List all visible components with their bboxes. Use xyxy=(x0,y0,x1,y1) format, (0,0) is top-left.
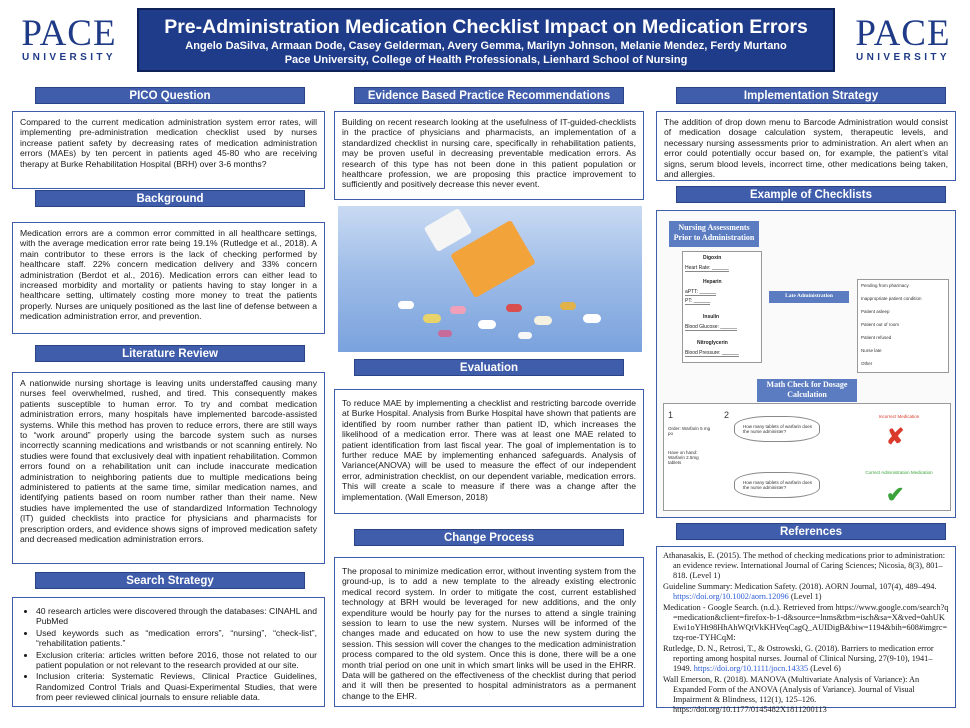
ebp-box xyxy=(334,111,644,200)
checklists-heading: Example of Checklists xyxy=(676,186,946,203)
late-reason: Nurse late xyxy=(861,348,882,353)
blood-glucose-field: Blood Glucose: ______ xyxy=(685,324,737,330)
pill-icon xyxy=(534,316,552,325)
pace-logo-left: PACE UNIVERSITY xyxy=(21,13,117,63)
reference-level: (Level 1) xyxy=(788,592,822,601)
poster-title: Pre-Administration Medication Checklist Impact on Medication Errors xyxy=(164,16,808,38)
panel1-title: Nursing Assessments Prior to Administration xyxy=(669,221,759,247)
pico-heading: PICO Question xyxy=(35,87,305,104)
pill-icon xyxy=(518,332,532,339)
pico-box xyxy=(12,111,325,189)
late-reason: Inappropriate patient condition xyxy=(861,296,922,301)
search-item: • Inclusion criteria: Systematic Reviews, Clinical Practice Guidelines, Randomized Control Trials and Quasi-Experimental Studies, that were from peer reviewed clinical journals to ensure reliable data. xyxy=(36,671,317,702)
evaluation-text: To reduce MAE by implementing a checklist and restricting barcode override at Burke Hospital. Analysis from Burke Hospital have shown that patients are identified by room number rather than patient ID, which increases the likelihood of a medication error. There was at least one MAE related to patient identification from last fiscal year. The goal of implementation is to further reduce MAE by implementing enhanced safeguards. Analysis of Variance(ANOVA) will be used to measure the effect of our independent error, administration checklist, on our dependent variable, medication errors. This will create a scale to measure if there was a change after the implementation. (Wall Emerson, 2018) xyxy=(342,398,636,502)
poster-authors: Angelo DaSilva, Armaan Dode, Casey Gelderman, Avery Gemma, Marilyn Johnson, Melanie Mendez, Ferdy Murtano xyxy=(185,40,787,52)
evaluation-box xyxy=(334,389,644,514)
incorrect-label: Incorrect Medication xyxy=(878,414,920,419)
reference-text: Wall Emerson, R. (2018). MANOVA (Multivariate Analysis of Variance): An Expanded Form of the ANOVA (Analysis of Variance). Journal of Visual Impairment & Blindness, 112(1), 125–126. https://doi.org/10.1177/0145482X1811200113 xyxy=(663,675,920,714)
aptt-field: aPTT: ______ xyxy=(685,289,717,295)
blood-pressure-field: Blood Pressure: ______ xyxy=(685,350,739,356)
reference-item xyxy=(663,644,949,674)
reference-item xyxy=(663,675,949,715)
search-item: • Exclusion criteria: articles written before 2016, those not related to our patient population or not relevant to the research provided at our site. xyxy=(36,650,317,671)
pill-icon xyxy=(478,320,496,329)
reference-item xyxy=(663,551,949,581)
reference-link[interactable]: https://doi.org/10.1002/aorn.12096 xyxy=(673,592,789,601)
poster-title-banner xyxy=(137,8,835,72)
reference-item xyxy=(663,603,949,643)
reference-link[interactable]: https://doi.org/10.1111/jocn.14335 xyxy=(693,664,809,673)
question-two-text: How many tablets of warfarin does the nurse administer? xyxy=(743,480,813,490)
reference-text: Medication - Google Search. (n.d.). Retrieved from https://www.google.com/search?q=medication&client=firefox-b-1-d&source=lnms&tbm=isch&sa=X&ved=0ahUKEwi1oYHt98HhAhWQtVkKHVeqCagQ_AUIDigB&biw=1194&bih=608#imgrc=tzq-roe-TYHCqM: xyxy=(663,603,949,642)
implementation-text: The addition of drop down menu to Barcode Administration would consist of medication dosage calculation system, therapeutic levels, and necessary nursing assessments prior to administration. An alert when an error could potentially occur based on, for example, the patient’s vital signs, serum blood levels, incorrect time, other medications being taken, and allergies. xyxy=(664,117,948,180)
on-hand-text: Have on hand: Warfarin 2.5mg tablets xyxy=(668,450,699,465)
pill-icon xyxy=(560,302,576,310)
late-reason: Other xyxy=(861,361,873,366)
digoxin-label: Digoxin xyxy=(703,255,722,261)
heart-rate-field: Heart Rate: ______ xyxy=(685,265,729,271)
order-text: Order: Warfarin 5 mg po xyxy=(668,426,711,436)
evaluation-heading: Evaluation xyxy=(354,359,624,376)
checklist-figure xyxy=(656,210,956,518)
pill-icon xyxy=(583,314,601,323)
literature-heading: Literature Review xyxy=(35,345,305,362)
literature-box xyxy=(12,372,325,564)
background-heading: Background xyxy=(35,190,305,207)
pace-logo-right: PACE UNIVERSITY xyxy=(855,13,951,63)
late-reasons-list xyxy=(857,279,949,373)
implementation-heading: Implementation Strategy xyxy=(676,87,946,104)
search-item: • Used keywords such as “medication errors”, “nursing”, “check-list”, “rehabilitation patients.” xyxy=(36,628,317,649)
poster-institution: Pace University, College of Health Professionals, Lienhard School of Nursing xyxy=(284,54,688,66)
pill-icon xyxy=(398,301,414,309)
change-box xyxy=(334,557,644,707)
late-reason: Patient refused xyxy=(861,335,892,340)
late-reason: Patient out of room xyxy=(861,322,900,327)
change-heading: Change Process xyxy=(354,529,624,546)
heparin-label: Heparin xyxy=(703,279,722,285)
question-one-bubble xyxy=(734,416,820,442)
pt-field: PT: ______ xyxy=(685,298,711,304)
panel1-form xyxy=(682,251,762,363)
late-reason: Patient asleep xyxy=(861,309,890,314)
question-two-bubble xyxy=(734,472,820,498)
pill-icon xyxy=(438,330,452,337)
background-text: Medication errors are a common error committed in all healthcare settings, with the average medication error rate being 19.1% (Rutledge et al., 2018). A main contributor to these errors is the lack of checking performed by healthcare staff. 22% concern medication delivery and 33% concern administration (Berdot et al., 2016). Medication errors can either lead to increased morbidity and mortality or patients having to stay longer in a healthcare setting, ultimately costing more money to treat the patients properly. Nurses are uniquely positioned as the last line of defense between a medication administration error, and prevention. xyxy=(20,228,317,322)
reference-text: Rutledge, D. N., Retrosi, T., & Ostrowski, G. (2018). Barriers to medication error reporting among hospital nurses. Journal of Clinical Nursing, 27(9-10), 1941–1949. xyxy=(663,644,934,673)
background-box xyxy=(12,222,325,334)
references-heading: References xyxy=(676,523,946,540)
pill-icon xyxy=(506,304,522,312)
search-box xyxy=(12,597,325,707)
ebp-heading: Evidence Based Practice Recommendations xyxy=(354,87,624,104)
panel2-form xyxy=(663,403,951,511)
late-admin-button: Late Administration xyxy=(769,291,849,303)
change-text: The proposal to minimize medication error, without inventing system from the ground-up, is to add a new template to the already existing electronic medical record system. In order to mitigate the cost, current established technology at BRH would be leveraged for new additions, and the only expenditure would be hourly pay for the nurses to attend a single training session to learn to use the new system. Nurses will be informed of the changes made and educated on how to use the new system during the session. This session will cover the changes to the medication administration process compared to the old system. Once this is done, there will be a one month trial period on one unit in which smart links will be used in the EHRR. Data will be gathered on the effectiveness of the checklist during that period and it will then be presented to hospital administrators as a permanent change to the EHR. xyxy=(342,566,636,701)
check-mark-icon: ✔ xyxy=(886,482,905,507)
pill-icon xyxy=(450,306,466,314)
answer-one-marker: 1 xyxy=(668,410,674,420)
search-list xyxy=(20,606,317,703)
reference-item xyxy=(663,582,949,602)
nitroglycerin-label: Nitroglycerin xyxy=(697,340,728,346)
reference-text: Guideline Summary: Medication Safety. (2018). AORN Journal, 107(4), 489–494. xyxy=(663,582,937,591)
implementation-box xyxy=(656,111,956,181)
literature-text: A nationwide nursing shortage is leaving units understaffed causing many nurses feel overwhelmed, rushed, and tired. This consequently makes patients susceptible to human error. To try and combat medication administration errors, many hospitals have implemented barcode-assisted systems. While this method has proven to reduce errors, there are still ways to “work around” properly using the barcode system such as nurses incorrectly scanning medications and wristbands or not scanning entirely. No studies were found that exclusively deal with inpatient rehabilitation. Common errors found on a rehabilitation unit can include inaccurate medication administration to neighboring patients due to multiple medications being administered to patients at the same time, similar medication names, and identifying patients based on room number rather than their name. New studies have implemented the use of standardized Information Technology (IT) guided checklists into practice for physicians and pharmacists for prescription orders, and evidence shows signs of improved medication safety and decreased medication administration errors. xyxy=(20,378,317,545)
medication-photo xyxy=(338,206,642,352)
insulin-label: Insulin xyxy=(703,314,720,320)
references-box xyxy=(656,546,956,714)
pico-text: Compared to the current medication administration system error rates, will implementing pre-administration medication checklist used by nurses increase patient safety by decreasing rates of medication administration errors (MAEs) by ten percent in patients aged 45-80 who are receiving therapy at Burke Rehabilitation Hospital (BRH) over 3-6 months? xyxy=(20,117,317,169)
reference-text: Athanasakis, E. (2015). The method of checking medications prior to administration: an evidence review. International Journal of Caring Sciences; Nicosia, 8(3), 801–818. (Level 1) xyxy=(663,551,946,580)
search-heading: Search Strategy xyxy=(35,572,305,589)
question-one-text: How many tablets of warfarin does the nurse administer? xyxy=(743,424,813,434)
search-item: • 40 research articles were discovered through the databases: CINAHL and PubMed xyxy=(36,606,317,627)
panel2-title: Math Check for Dosage Calculation xyxy=(757,379,857,402)
ebp-text: Building on recent research looking at the usefulness of IT-guided-checklists in the practice of physicians and pharmacists, an implementation of a standardized checklist in nursing care, specifically in rehabilitation patients, may be proven useful in decreasing preventable medication errors. As research of this type has not been done in this patient population or healthcare profession, we are proposing this practice improvement to sufficiently and positively decrease this never event. xyxy=(342,117,636,190)
pill-icon xyxy=(423,314,441,323)
x-mark-icon: ✘ xyxy=(886,424,905,449)
reference-level: (Level 6) xyxy=(808,664,841,673)
correct-label: Correct Administration Medication xyxy=(865,470,933,475)
answer-two-marker: 2 xyxy=(724,410,730,420)
late-reason: Pending from pharmacy xyxy=(861,283,909,288)
